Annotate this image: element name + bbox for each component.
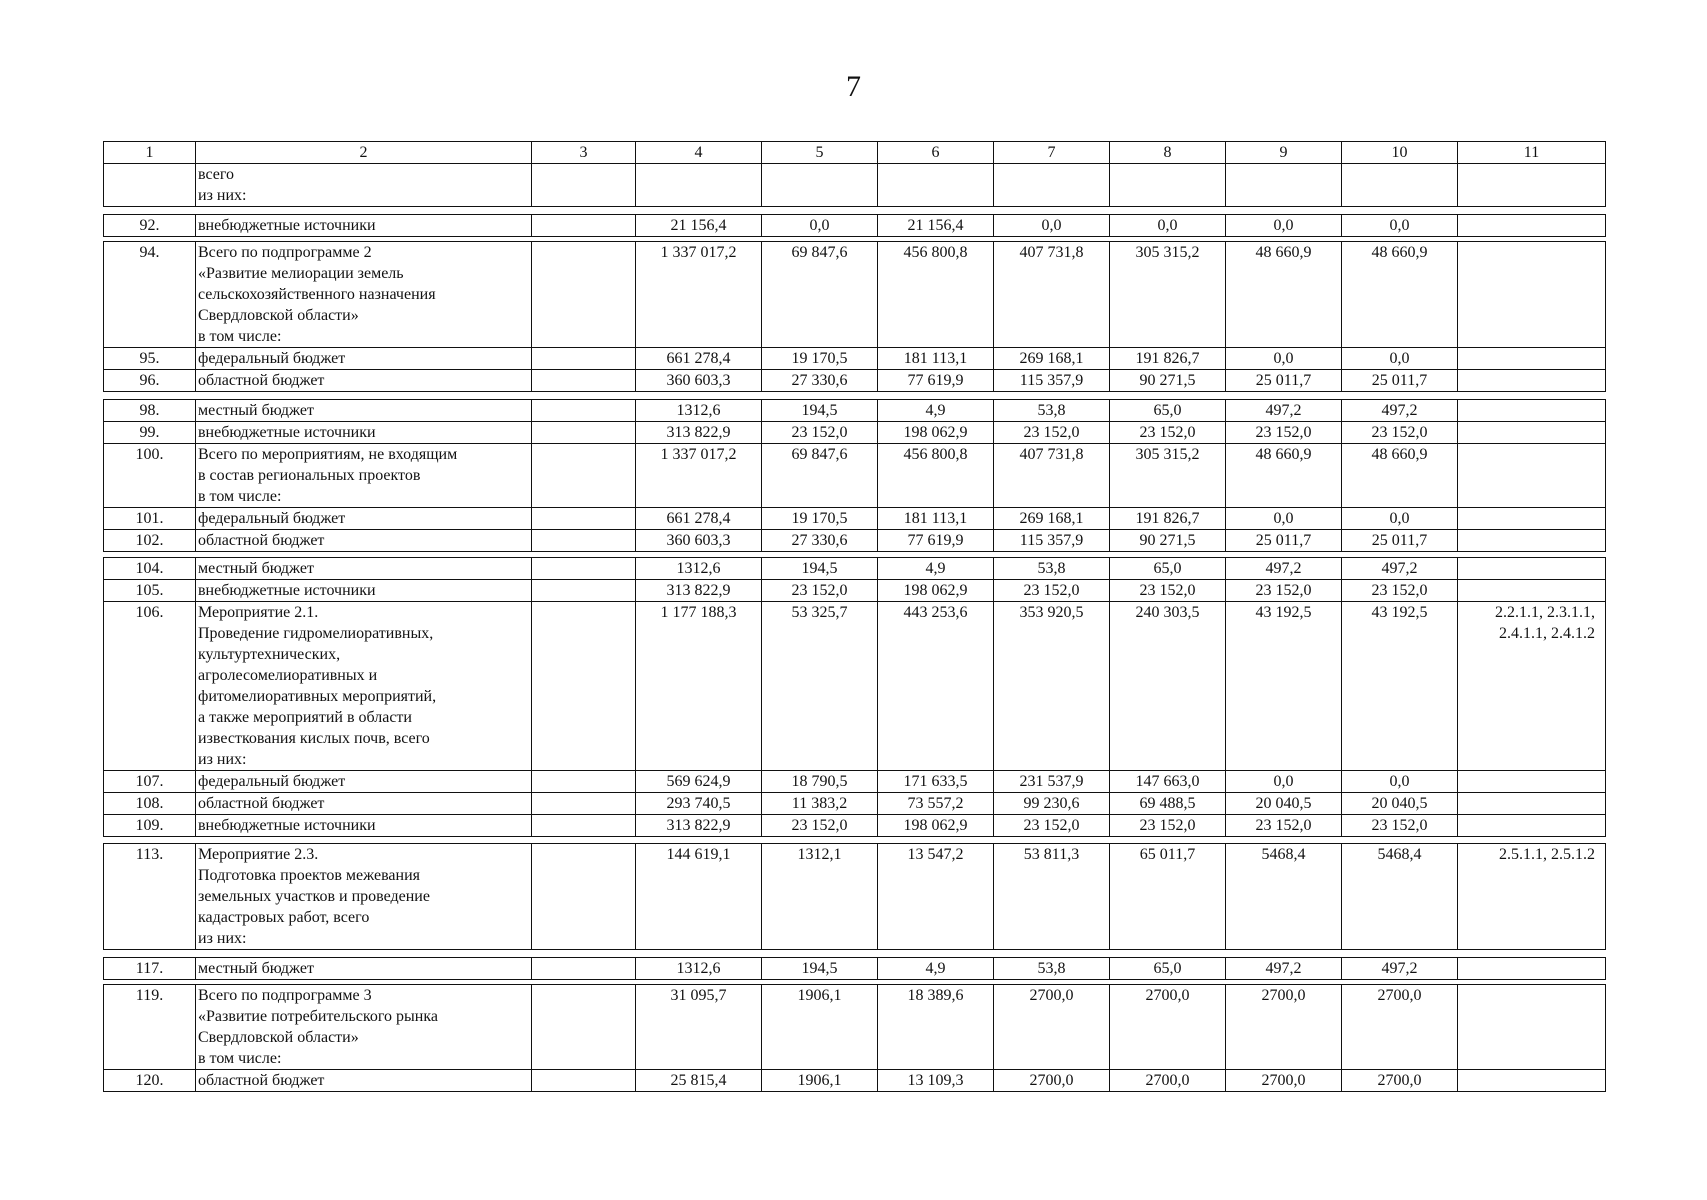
value-cell: 0,0	[1342, 215, 1458, 237]
value-cell: 443 253,6	[878, 602, 994, 771]
value-cell: 69 847,6	[762, 444, 878, 508]
table-row	[104, 580, 1606, 602]
table-row	[104, 400, 1606, 422]
table-row	[104, 370, 1606, 392]
value-cell: 2700,0	[1342, 1070, 1458, 1092]
value-cell: 31 095,7	[636, 985, 762, 1070]
value-cell: 269 168,1	[994, 348, 1110, 370]
value-cell: 0,0	[1342, 508, 1458, 530]
table-block	[103, 141, 1606, 207]
column-3-cell	[532, 771, 636, 793]
value-cell: 456 800,8	[878, 242, 994, 348]
value-cell: 27 330,6	[762, 530, 878, 552]
value-cell: 65,0	[1110, 558, 1226, 580]
row-name: всего из них:	[196, 164, 532, 207]
value-cell: 53,8	[994, 558, 1110, 580]
column-3-cell	[532, 508, 636, 530]
target-code-cell	[1458, 1070, 1606, 1092]
column-header: 6	[878, 142, 994, 164]
value-cell: 23 152,0	[1110, 580, 1226, 602]
value-cell: 661 278,4	[636, 348, 762, 370]
target-code-cell	[1458, 348, 1606, 370]
value-cell	[762, 164, 878, 207]
row-name: Мероприятие 2.3. Подготовка проектов межевания земельных участков и проведение кадастровых работ, всего из них:	[196, 844, 532, 950]
value-cell: 53,8	[994, 400, 1110, 422]
value-cell: 497,2	[1342, 400, 1458, 422]
table-block	[103, 241, 1606, 392]
value-cell: 43 192,5	[1342, 602, 1458, 771]
column-3-cell	[532, 558, 636, 580]
value-cell: 407 731,8	[994, 444, 1110, 508]
column-header: 9	[1226, 142, 1342, 164]
target-code-cell	[1458, 422, 1606, 444]
column-3-cell	[532, 985, 636, 1070]
target-code-cell	[1458, 444, 1606, 508]
row-number: 107.	[104, 771, 196, 793]
value-cell: 1 337 017,2	[636, 444, 762, 508]
value-cell: 48 660,9	[1342, 444, 1458, 508]
table-row	[104, 558, 1606, 580]
target-code-cell	[1458, 530, 1606, 552]
row-number: 99.	[104, 422, 196, 444]
value-cell: 5468,4	[1226, 844, 1342, 950]
value-cell: 48 660,9	[1226, 444, 1342, 508]
row-name: внебюджетные источники	[196, 422, 532, 444]
value-cell: 497,2	[1342, 958, 1458, 980]
value-cell: 4,9	[878, 558, 994, 580]
value-cell: 360 603,3	[636, 370, 762, 392]
value-cell: 77 619,9	[878, 530, 994, 552]
row-name: Мероприятие 2.1. Проведение гидромелиоративных, культуртехнических, агролесомелиоративных и фитомелиоративных мероприятий, а также мероприятий в области известкования кислых почв, всего из них:	[196, 602, 532, 771]
target-code-cell: 2.5.1.1, 2.5.1.2	[1458, 844, 1606, 950]
value-cell: 0,0	[762, 215, 878, 237]
value-cell: 115 357,9	[994, 370, 1110, 392]
value-cell: 18 790,5	[762, 771, 878, 793]
value-cell: 48 660,9	[1226, 242, 1342, 348]
table-row	[104, 771, 1606, 793]
value-cell: 194,5	[762, 400, 878, 422]
value-cell: 65 011,7	[1110, 844, 1226, 950]
row-number: 95.	[104, 348, 196, 370]
row-number: 94.	[104, 242, 196, 348]
row-name: областной бюджет	[196, 1070, 532, 1092]
row-number: 119.	[104, 985, 196, 1070]
value-cell: 1312,6	[636, 958, 762, 980]
value-cell: 21 156,4	[636, 215, 762, 237]
value-cell: 2700,0	[1110, 1070, 1226, 1092]
table-row	[104, 793, 1606, 815]
row-number: 101.	[104, 508, 196, 530]
value-cell: 198 062,9	[878, 422, 994, 444]
value-cell: 305 315,2	[1110, 242, 1226, 348]
column-3-cell	[532, 815, 636, 837]
value-cell: 90 271,5	[1110, 370, 1226, 392]
row-number: 92.	[104, 215, 196, 237]
value-cell: 0,0	[1226, 348, 1342, 370]
target-code-cell	[1458, 958, 1606, 980]
value-cell: 13 547,2	[878, 844, 994, 950]
value-cell: 25 011,7	[1226, 370, 1342, 392]
row-name: внебюджетные источники	[196, 580, 532, 602]
value-cell: 194,5	[762, 958, 878, 980]
column-3-cell	[532, 422, 636, 444]
value-cell: 497,2	[1226, 400, 1342, 422]
value-cell: 23 152,0	[762, 815, 878, 837]
target-code-cell: 2.2.1.1, 2.3.1.1, 2.4.1.1, 2.4.1.2	[1458, 602, 1606, 771]
value-cell: 2700,0	[1226, 1070, 1342, 1092]
column-3-cell	[532, 370, 636, 392]
target-code-cell	[1458, 215, 1606, 237]
table-row	[104, 844, 1606, 950]
row-number: 109.	[104, 815, 196, 837]
value-cell: 77 619,9	[878, 370, 994, 392]
value-cell: 1906,1	[762, 985, 878, 1070]
column-header: 1	[104, 142, 196, 164]
value-cell: 1312,1	[762, 844, 878, 950]
value-cell: 25 011,7	[1226, 530, 1342, 552]
target-code-cell	[1458, 793, 1606, 815]
target-code-cell	[1458, 242, 1606, 348]
value-cell: 13 109,3	[878, 1070, 994, 1092]
column-3-cell	[532, 400, 636, 422]
column-3-cell	[532, 242, 636, 348]
table-row	[104, 815, 1606, 837]
table-row	[104, 422, 1606, 444]
target-code-cell	[1458, 164, 1606, 207]
value-cell: 0,0	[1110, 215, 1226, 237]
value-cell: 198 062,9	[878, 815, 994, 837]
value-cell: 661 278,4	[636, 508, 762, 530]
table-row	[104, 530, 1606, 552]
value-cell: 2700,0	[1226, 985, 1342, 1070]
value-cell: 194,5	[762, 558, 878, 580]
row-number: 100.	[104, 444, 196, 508]
value-cell: 23 152,0	[1226, 815, 1342, 837]
value-cell: 231 537,9	[994, 771, 1110, 793]
value-cell: 1 337 017,2	[636, 242, 762, 348]
value-cell: 0,0	[1342, 771, 1458, 793]
row-number: 120.	[104, 1070, 196, 1092]
value-cell: 11 383,2	[762, 793, 878, 815]
column-3-cell	[532, 1070, 636, 1092]
target-code-cell	[1458, 508, 1606, 530]
column-header: 4	[636, 142, 762, 164]
target-code-cell	[1458, 400, 1606, 422]
row-number: 108.	[104, 793, 196, 815]
value-cell: 23 152,0	[994, 815, 1110, 837]
value-cell: 23 152,0	[1110, 815, 1226, 837]
row-number: 96.	[104, 370, 196, 392]
value-cell: 21 156,4	[878, 215, 994, 237]
row-name: областной бюджет	[196, 793, 532, 815]
row-number: 98.	[104, 400, 196, 422]
value-cell: 0,0	[994, 215, 1110, 237]
row-name: Всего по подпрограмме 3 «Развитие потребительского рынка Свердловской области» в том числе:	[196, 985, 532, 1070]
value-cell: 69 488,5	[1110, 793, 1226, 815]
value-cell: 53 325,7	[762, 602, 878, 771]
value-cell: 19 170,5	[762, 348, 878, 370]
value-cell: 25 011,7	[1342, 530, 1458, 552]
column-3-cell	[532, 793, 636, 815]
value-cell: 20 040,5	[1226, 793, 1342, 815]
value-cell: 23 152,0	[994, 422, 1110, 444]
value-cell: 240 303,5	[1110, 602, 1226, 771]
value-cell: 23 152,0	[1226, 422, 1342, 444]
value-cell: 1312,6	[636, 558, 762, 580]
value-cell: 20 040,5	[1342, 793, 1458, 815]
value-cell: 23 152,0	[1110, 422, 1226, 444]
value-cell: 497,2	[1226, 558, 1342, 580]
value-cell: 18 389,6	[878, 985, 994, 1070]
target-code-cell	[1458, 580, 1606, 602]
column-header: 10	[1342, 142, 1458, 164]
value-cell: 305 315,2	[1110, 444, 1226, 508]
row-name: областной бюджет	[196, 370, 532, 392]
value-cell: 53,8	[994, 958, 1110, 980]
value-cell: 4,9	[878, 958, 994, 980]
row-name: федеральный бюджет	[196, 348, 532, 370]
value-cell: 23 152,0	[994, 580, 1110, 602]
row-number: 117.	[104, 958, 196, 980]
value-cell: 497,2	[1342, 558, 1458, 580]
value-cell: 23 152,0	[1342, 815, 1458, 837]
value-cell: 73 557,2	[878, 793, 994, 815]
value-cell: 43 192,5	[1226, 602, 1342, 771]
value-cell: 181 113,1	[878, 508, 994, 530]
row-name: Всего по мероприятиям, не входящим в состав региональных проектов в том числе:	[196, 444, 532, 508]
value-cell: 25 815,4	[636, 1070, 762, 1092]
row-name: внебюджетные источники	[196, 215, 532, 237]
page-number: 7	[846, 70, 861, 103]
column-header: 8	[1110, 142, 1226, 164]
table-row	[104, 215, 1606, 237]
table-row	[104, 348, 1606, 370]
value-cell: 269 168,1	[994, 508, 1110, 530]
value-cell: 27 330,6	[762, 370, 878, 392]
column-header: 7	[994, 142, 1110, 164]
table-row	[104, 985, 1606, 1070]
column-3-cell	[532, 844, 636, 950]
value-cell: 1312,6	[636, 400, 762, 422]
value-cell: 181 113,1	[878, 348, 994, 370]
value-cell: 147 663,0	[1110, 771, 1226, 793]
table-block	[103, 984, 1606, 1092]
value-cell	[1110, 164, 1226, 207]
target-code-cell	[1458, 370, 1606, 392]
value-cell: 90 271,5	[1110, 530, 1226, 552]
value-cell: 115 357,9	[994, 530, 1110, 552]
row-name: местный бюджет	[196, 558, 532, 580]
table-block	[103, 214, 1606, 237]
table-row	[104, 602, 1606, 771]
value-cell: 2700,0	[1110, 985, 1226, 1070]
column-3-cell	[532, 530, 636, 552]
column-3-cell	[532, 215, 636, 237]
value-cell: 0,0	[1226, 215, 1342, 237]
value-cell: 23 152,0	[762, 580, 878, 602]
value-cell: 23 152,0	[1342, 422, 1458, 444]
value-cell: 1 177 188,3	[636, 602, 762, 771]
value-cell: 69 847,6	[762, 242, 878, 348]
table-block	[103, 399, 1606, 552]
value-cell: 25 011,7	[1342, 370, 1458, 392]
table-row	[104, 242, 1606, 348]
header-row	[104, 142, 1606, 164]
row-number: 113.	[104, 844, 196, 950]
row-number	[104, 164, 196, 207]
value-cell: 353 920,5	[994, 602, 1110, 771]
value-cell: 456 800,8	[878, 444, 994, 508]
value-cell: 0,0	[1342, 348, 1458, 370]
value-cell: 2700,0	[994, 1070, 1110, 1092]
value-cell: 65,0	[1110, 958, 1226, 980]
table-row	[104, 1070, 1606, 1092]
value-cell: 313 822,9	[636, 580, 762, 602]
row-name: внебюджетные источники	[196, 815, 532, 837]
table-row	[104, 958, 1606, 980]
target-code-cell	[1458, 985, 1606, 1070]
value-cell: 2700,0	[994, 985, 1110, 1070]
value-cell	[636, 164, 762, 207]
value-cell: 144 619,1	[636, 844, 762, 950]
value-cell: 313 822,9	[636, 815, 762, 837]
target-code-cell	[1458, 558, 1606, 580]
value-cell: 65,0	[1110, 400, 1226, 422]
value-cell: 313 822,9	[636, 422, 762, 444]
row-name: федеральный бюджет	[196, 508, 532, 530]
table-block	[103, 843, 1606, 950]
row-name: федеральный бюджет	[196, 771, 532, 793]
column-3-cell	[532, 164, 636, 207]
value-cell: 191 826,7	[1110, 508, 1226, 530]
value-cell	[994, 164, 1110, 207]
row-number: 105.	[104, 580, 196, 602]
value-cell	[878, 164, 994, 207]
column-3-cell	[532, 580, 636, 602]
value-cell: 23 152,0	[762, 422, 878, 444]
value-cell: 53 811,3	[994, 844, 1110, 950]
value-cell: 569 624,9	[636, 771, 762, 793]
target-code-cell	[1458, 815, 1606, 837]
value-cell: 23 152,0	[1226, 580, 1342, 602]
column-3-cell	[532, 602, 636, 771]
column-3-cell	[532, 444, 636, 508]
value-cell: 99 230,6	[994, 793, 1110, 815]
row-name: Всего по подпрограмме 2 «Развитие мелиорации земель сельскохозяйственного назначения Свердловской области» в том числе:	[196, 242, 532, 348]
value-cell: 4,9	[878, 400, 994, 422]
table-row	[104, 508, 1606, 530]
row-name: областной бюджет	[196, 530, 532, 552]
value-cell: 23 152,0	[1342, 580, 1458, 602]
value-cell: 0,0	[1226, 771, 1342, 793]
column-header: 3	[532, 142, 636, 164]
value-cell: 171 633,5	[878, 771, 994, 793]
value-cell: 191 826,7	[1110, 348, 1226, 370]
table-block	[103, 957, 1606, 980]
value-cell: 293 740,5	[636, 793, 762, 815]
value-cell: 48 660,9	[1342, 242, 1458, 348]
table-row	[104, 444, 1606, 508]
target-code-cell	[1458, 771, 1606, 793]
row-number: 106.	[104, 602, 196, 771]
value-cell	[1342, 164, 1458, 207]
column-header: 11	[1458, 142, 1606, 164]
table-row	[104, 164, 1606, 207]
value-cell: 1906,1	[762, 1070, 878, 1092]
value-cell: 497,2	[1226, 958, 1342, 980]
table-block	[103, 557, 1606, 837]
value-cell: 2700,0	[1342, 985, 1458, 1070]
value-cell: 360 603,3	[636, 530, 762, 552]
value-cell: 5468,4	[1342, 844, 1458, 950]
column-header: 2	[196, 142, 532, 164]
value-cell: 407 731,8	[994, 242, 1110, 348]
value-cell: 19 170,5	[762, 508, 878, 530]
value-cell: 0,0	[1226, 508, 1342, 530]
row-name: местный бюджет	[196, 958, 532, 980]
column-3-cell	[532, 958, 636, 980]
value-cell	[1226, 164, 1342, 207]
column-3-cell	[532, 348, 636, 370]
value-cell: 198 062,9	[878, 580, 994, 602]
row-name: местный бюджет	[196, 400, 532, 422]
column-header: 5	[762, 142, 878, 164]
row-number: 102.	[104, 530, 196, 552]
row-number: 104.	[104, 558, 196, 580]
